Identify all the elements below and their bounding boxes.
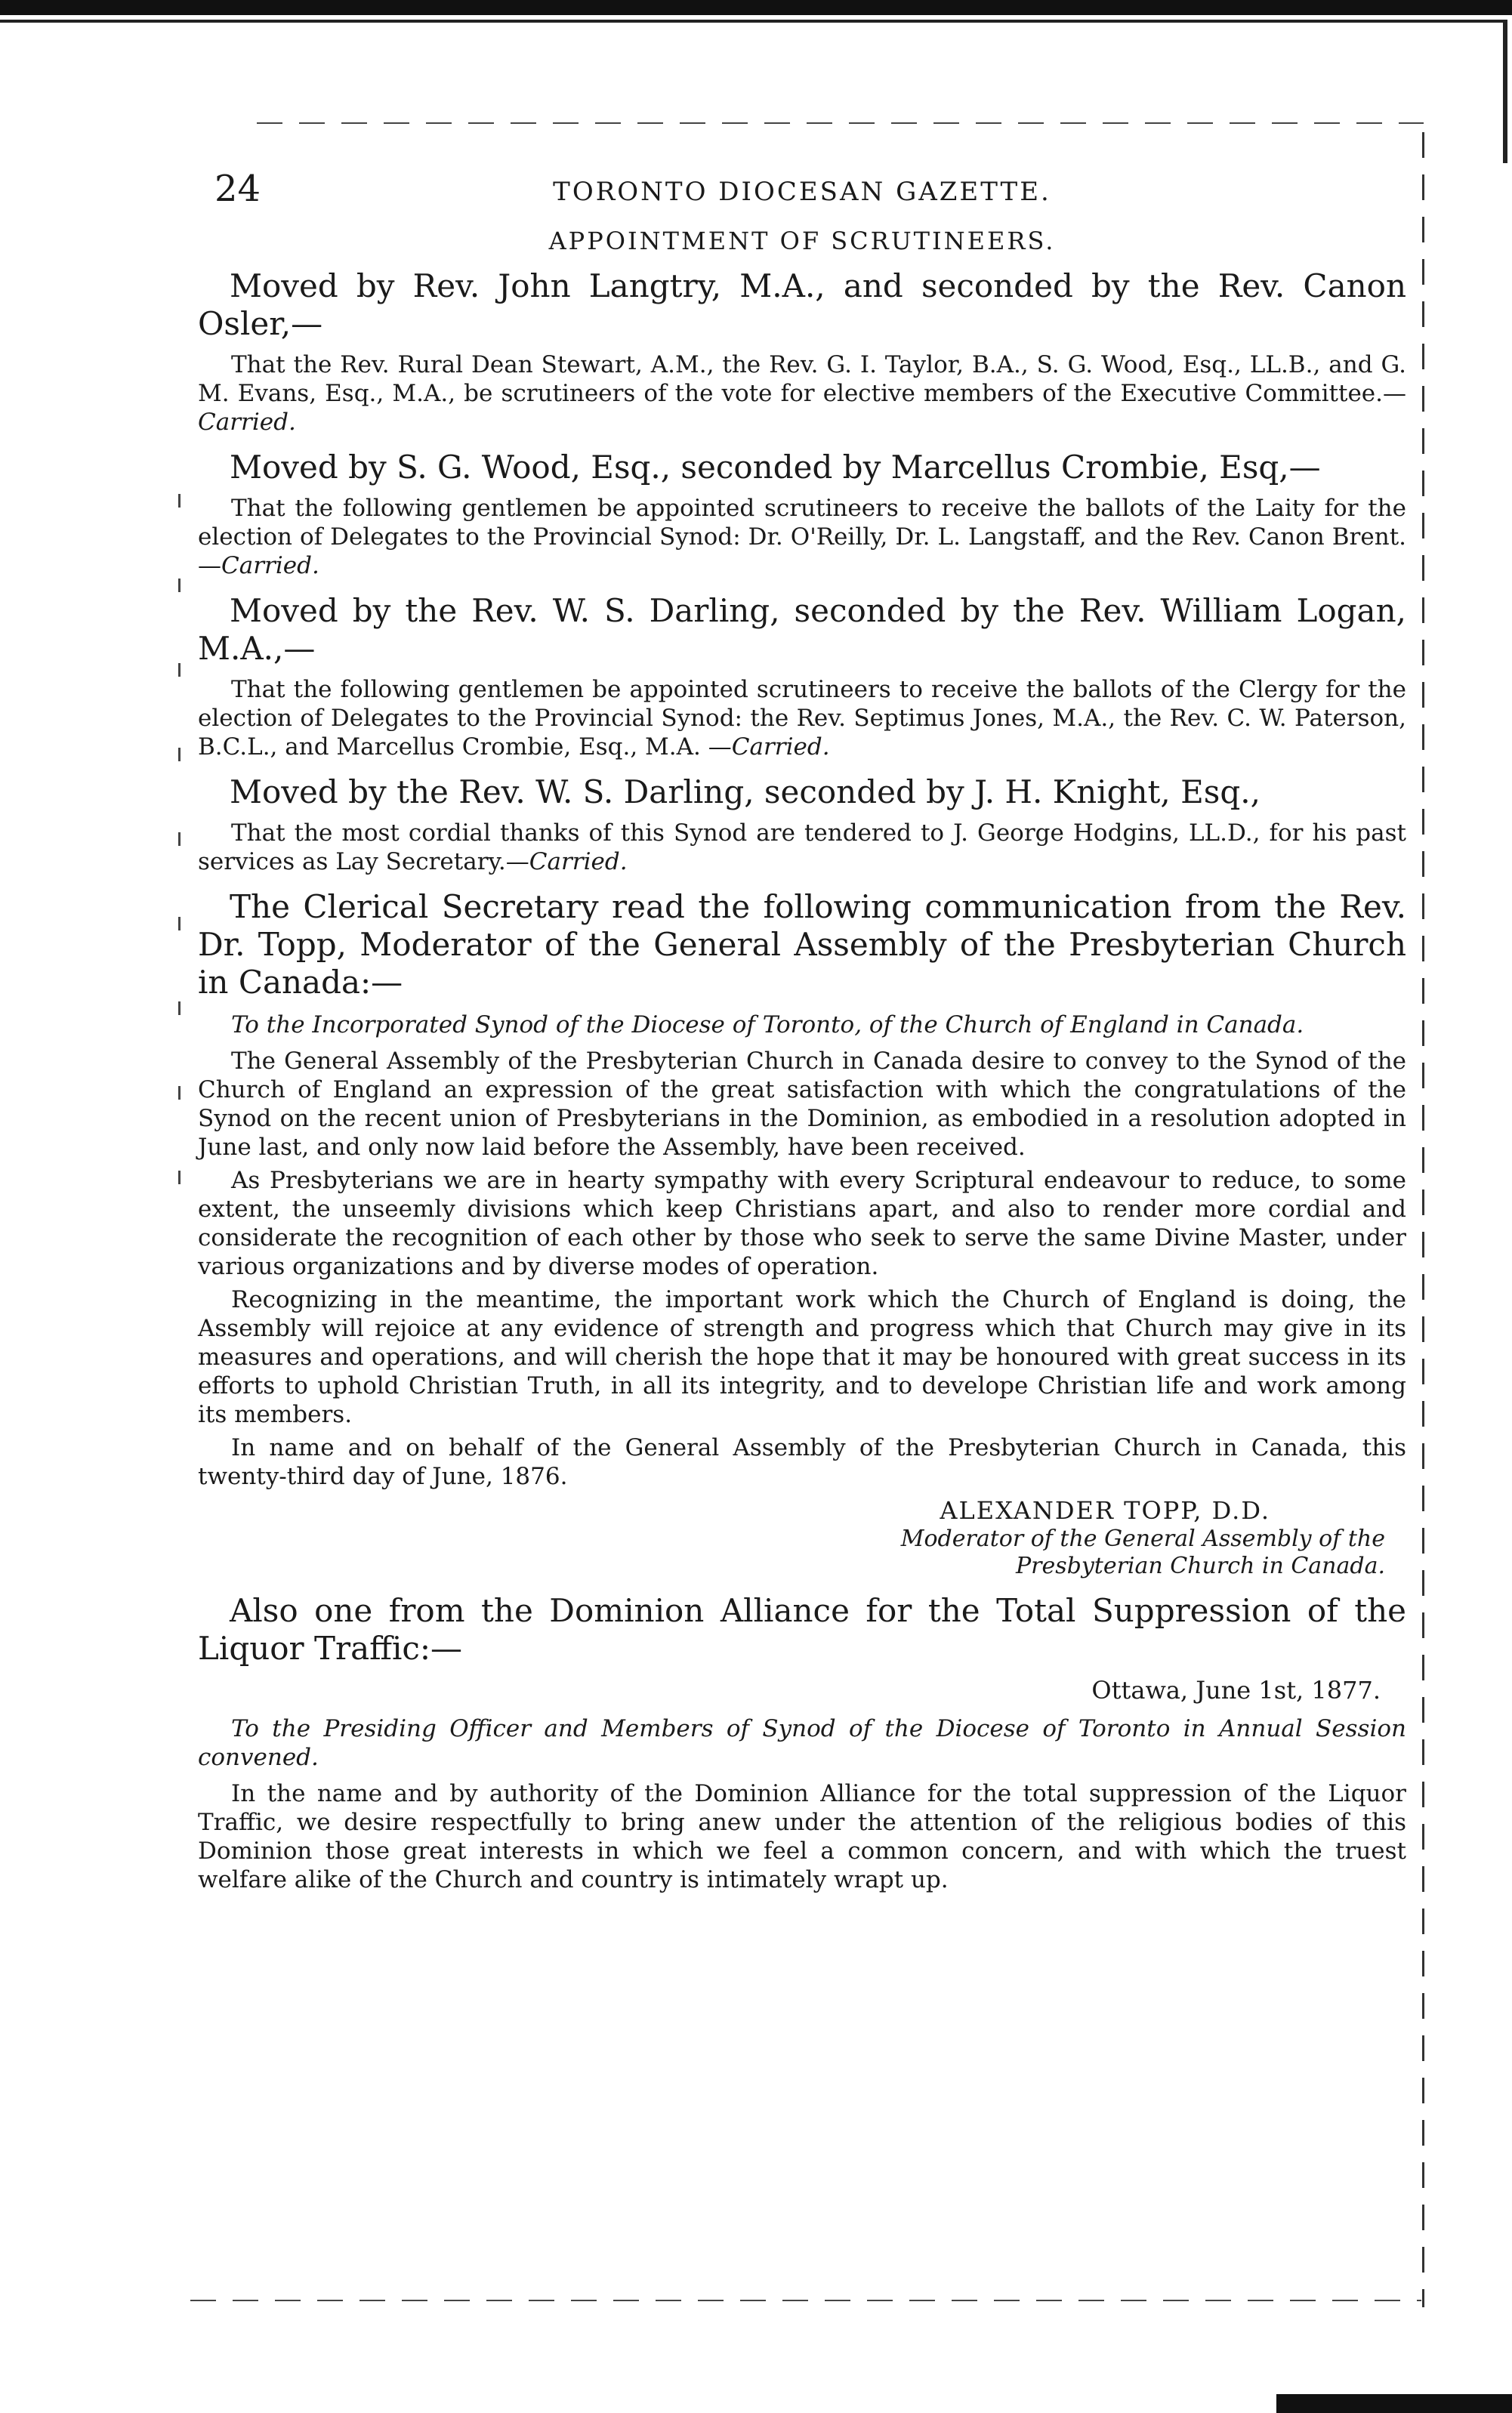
motion-paragraph: Moved by Rev. John Langtry, M.A., and seconded by the Rev. Canon Osler,— (198, 267, 1406, 342)
carried-label: Carried. (221, 552, 319, 579)
letter-paragraph: In the name and by authority of the Dominion Alliance for the total suppression of the Liquor Traffic, we desire respectfully to bring anew under the attention of the religious bodies of this Dominion those great interests in which we feel a common concern, and with which the truest welfare alike of the Church and country is intimately wrapt up. (198, 1780, 1406, 1893)
left-margin-ticks (178, 453, 181, 1254)
resolution-paragraph: That the following gentlemen be appointed scrutineers to receive the ballots of the Laity for the election of Delegates to the Provincial Synod: Dr. O'Reilly, Dr. L. Langstaff, and the Rev. Canon Brent.—Carried. (198, 495, 1406, 579)
letter-address: To the Presiding Officer and Members of Synod of the Diocese of Toronto in Annual Session convened. (198, 1715, 1406, 1771)
resolution-paragraph: That the most cordial thanks of this Synod are tendered to J. George Hodgins, LL.D., for his past services as Lay Secretary.—Carried. (198, 819, 1406, 875)
carried-label: Carried. (731, 733, 830, 761)
motion-paragraph: Also one from the Dominion Alliance for the Total Suppression of the Liquor Traffic:— (198, 1592, 1406, 1667)
motion-paragraph: Moved by the Rev. W. S. Darling, seconded by J. H. Knight, Esq., (230, 773, 1261, 810)
dateline: Ottawa, June 1st, 1877. (1091, 1676, 1381, 1705)
signature-name: ALEXANDER TOPP, D.D. (940, 1496, 1270, 1525)
signature-title: Moderator of the General Assembly of the (900, 1526, 1385, 1552)
letter-paragraph: The General Assembly of the Presbyterian Church in Canada desire to convey to the Synod of the Church of England an expression of the great satisfaction with which the congratulations of the Synod on the recent union of Presbyterians in the Dominion, as embodied in a resolution adopted in June last, and only now laid before the Assembly, have been received. (198, 1048, 1406, 1161)
scan-edge-right (1503, 20, 1507, 163)
scan-edge-bottom (1276, 2394, 1512, 2413)
scan-edge-rule (0, 20, 1503, 23)
bottom-dashed-rule (190, 2300, 1421, 2301)
resolution-paragraph: That the Rev. Rural Dean Stewart, A.M., the Rev. G. I. Taylor, B.A., S. G. Wood, Esq., LL.B., and G. M. Evans, Esq., M.A., be scrutineers of the vote for elective members of the Executive Committee.—Carried. (198, 351, 1406, 436)
carried-label: Carried. (529, 848, 628, 875)
motion-paragraph: The Clerical Secretary read the following communication from the Rev. Dr. Topp, Moderator of the General Assembly of the Presbyterian Church in Canada:— (198, 888, 1406, 1001)
signature-title: Presbyterian Church in Canada. (1015, 1553, 1385, 1579)
motion-paragraph: Moved by the Rev. W. S. Darling, seconded by the Rev. William Logan, M.A.,— (198, 592, 1406, 667)
letter-paragraph: As Presbyterians we are in hearty sympathy with every Scriptural endeavour to reduce, to some extent, the unseemly divisions which keep Christians apart, and also to render more cordial and considerate the recognition of each other by those who seek to serve the same Divine Master, under various organizations and by diverse modes of operation. (198, 1167, 1406, 1280)
resolution-paragraph: That the following gentlemen be appointed scrutineers to receive the ballots of the Clergy for the election of Delegates to the Provincial Synod: the Rev. Septimus Jones, M.A., the Rev. C. W. Paterson, B.C.L., and Marcellus Crombie, Esq., M.A. —Carried. (198, 676, 1406, 761)
gazette-title: TORONTO DIOCESAN GAZETTE. (553, 177, 1051, 207)
page-number: 24 (214, 168, 261, 210)
letter-paragraph: In name and on behalf of the General Assembly of the Presbyterian Church in Canada, this twenty-third day of June, 1876. (198, 1434, 1406, 1490)
right-margin-line (1422, 132, 1424, 2307)
scan-edge-top (0, 0, 1512, 15)
motion-paragraph: Moved by S. G. Wood, Esq., seconded by Marcellus Crombie, Esq,— (230, 449, 1321, 486)
carried-label: Carried. (198, 409, 296, 436)
top-dashed-rule (257, 122, 1424, 124)
letter-address: To the Incorporated Synod of the Diocese of Toronto, of the Church of England in Canada. (231, 1011, 1304, 1038)
letter-paragraph: Recognizing in the meantime, the important work which the Church of England is doing, the Assembly will rejoice at any evidence of strength and progress which that Church may give in its measures and operations, and will cherish the hope that it may be honoured with great success in its efforts to uphold Christian Truth, in all its integrity, and to develope Christian life and work among its members. (198, 1286, 1406, 1428)
article (198, 227, 1406, 1899)
running-head (198, 168, 1406, 213)
section-heading: APPOINTMENT OF SCRUTINEERS. (548, 227, 1056, 255)
